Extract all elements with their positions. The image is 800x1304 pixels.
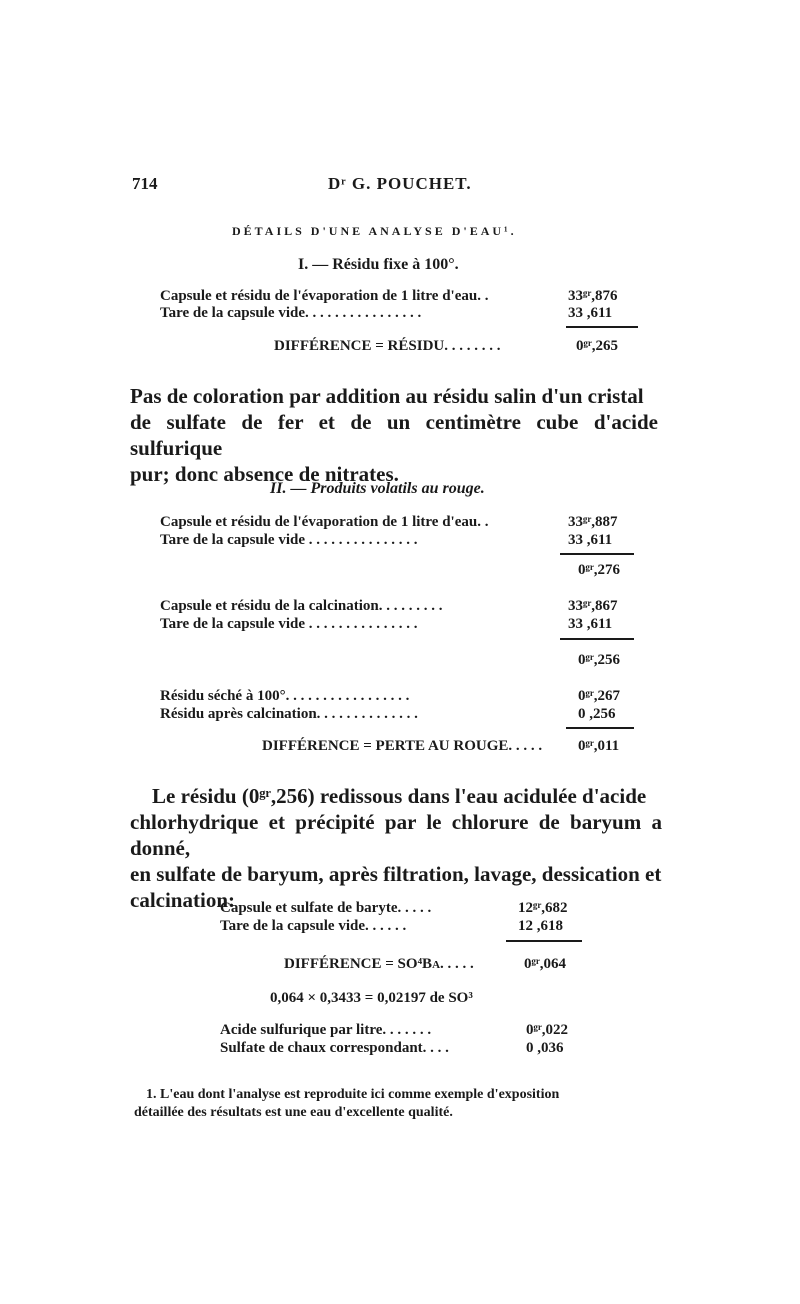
paragraph-line: pur; donc absence de nitrates. — [130, 462, 399, 486]
equation: 0,064 × 0,3433 = 0,02197 de SO³ — [270, 990, 473, 1006]
row-value: 33 ,611 — [568, 616, 613, 632]
difference-label: DIFFÉRENCE = PERTE AU ROUGE. . . . . — [262, 738, 543, 754]
sum-rule — [506, 940, 582, 942]
sum-rule — [566, 727, 634, 729]
paragraph-line: chlorhydrique et précipité par le chlorure de baryum a donné, — [130, 810, 662, 860]
row-label: Tare de la capsule vide . . . . . . . . . . . . . . . — [160, 616, 418, 632]
row-label: Capsule et résidu de l'évaporation de 1 litre d'eau. . — [160, 288, 489, 304]
difference-value: 0ᵍʳ,011 — [578, 738, 620, 754]
row-value: 0ᵍʳ,022 — [526, 1022, 569, 1038]
paragraph-baryum — [130, 783, 662, 913]
row-label: Capsule et résidu de l'évaporation de 1 litre d'eau. . — [160, 514, 489, 530]
row-value: 33 ,611 — [568, 305, 613, 321]
row-label: Capsule et sulfate de baryte. . . . . — [220, 900, 432, 916]
sum-rule — [560, 553, 634, 555]
part1-heading: I. — Résidu fixe à 100°. — [298, 256, 459, 273]
footnote-line: 1. L'eau dont l'analyse est reproduite ici comme exemple d'exposition — [146, 1087, 560, 1102]
paragraph-line: Pas de coloration par addition au résidu salin d'un cristal — [130, 384, 644, 408]
footnote — [134, 1086, 666, 1122]
paragraph-nitrates — [130, 383, 658, 487]
row-label: Sulfate de chaux correspondant. . . . — [220, 1040, 449, 1056]
running-title: Dʳ G. POUCHET. — [328, 174, 472, 193]
difference-value: 0ᵍʳ,064 — [524, 956, 567, 972]
row-label: Résidu séché à 100°. . . . . . . . . . . . . . . . . — [160, 688, 410, 704]
row-label: Résidu après calcination. . . . . . . . . . . . . . — [160, 706, 418, 722]
row-label: Capsule et résidu de la calcination. . . . . . . . . — [160, 598, 443, 614]
footnote-line: détaillée des résultats est une eau d'excellente qualité. — [134, 1105, 453, 1120]
difference-label: DIFFÉRENCE = SO⁴Ba. . . . . — [284, 956, 474, 972]
paragraph-line: en sulfate de baryum, après filtration, lavage, dessication et — [130, 862, 662, 886]
section-title: DÉTAILS D'UNE ANALYSE D'EAU¹. — [232, 224, 517, 238]
page-number: 714 — [132, 174, 158, 193]
row-value: 12ᵍʳ,682 — [518, 900, 568, 916]
paragraph-line: calcination: — [130, 888, 235, 912]
row-value: 33ᵍʳ,867 — [568, 598, 618, 614]
sum-rule — [560, 638, 634, 640]
row-value: 33ᵍʳ,887 — [568, 514, 618, 530]
row-value: 33 ,611 — [568, 532, 613, 548]
sum-rule — [566, 326, 638, 328]
row-label: Tare de la capsule vide. . . . . . . . . . . . . . . . — [160, 305, 422, 321]
row-label: Tare de la capsule vide . . . . . . . . . . . . . . . — [160, 532, 418, 548]
row-value: 0ᵍʳ,267 — [578, 688, 621, 704]
paragraph-line: Le résidu (0ᵍʳ,256) redissous dans l'eau acidulée d'acide — [152, 784, 647, 808]
row-value: 12 ,618 — [518, 918, 563, 934]
difference-value: 0ᵍʳ,265 — [576, 338, 619, 354]
row-value: 33ᵍʳ,876 — [568, 288, 618, 304]
row-value: 0 ,036 — [526, 1040, 564, 1056]
row-label: Acide sulfurique par litre. . . . . . . — [220, 1022, 432, 1038]
part2-heading: II. — Produits volatils au rouge. — [270, 480, 485, 497]
part2-group2-result: 0ᵍʳ,256 — [578, 652, 621, 668]
row-label: Tare de la capsule vide. . . . . . — [220, 918, 407, 934]
paragraph-line: de sulfate de fer et de un centimètre cube d'acide sulfurique — [130, 410, 658, 460]
row-value: 0 ,256 — [578, 706, 616, 722]
difference-label: DIFFÉRENCE = RÉSIDU. . . . . . . . — [274, 338, 501, 354]
part2-group1-result: 0ᵍʳ,276 — [578, 562, 621, 578]
